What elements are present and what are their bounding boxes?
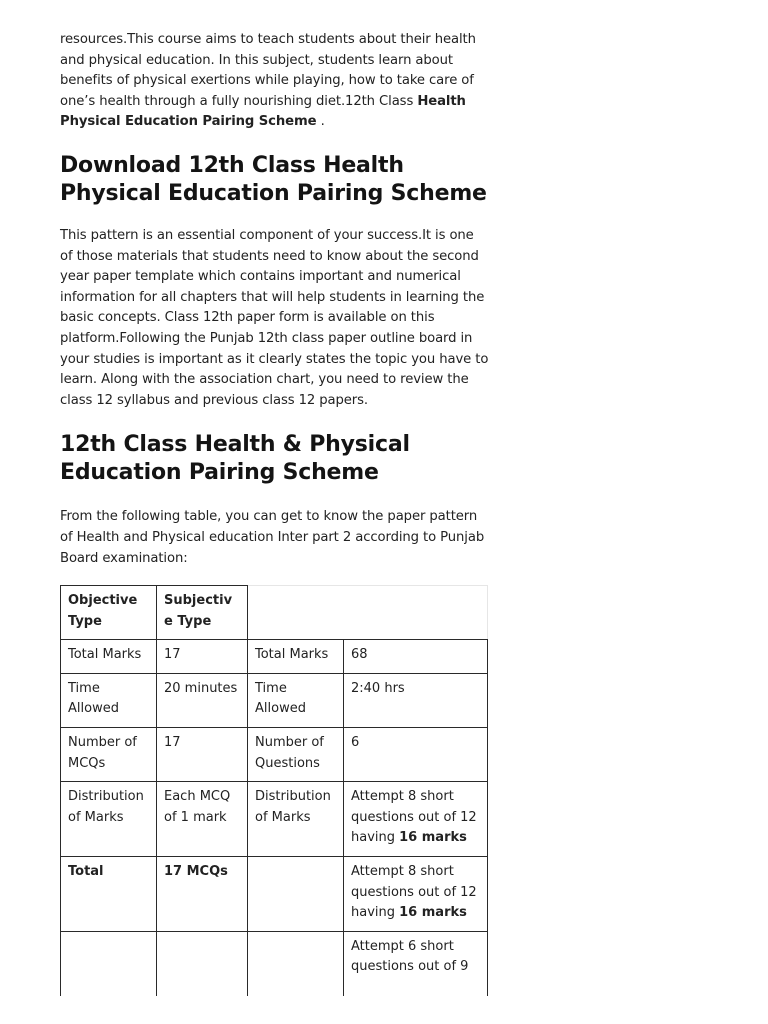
intro-text: resources.This course aims to teach students about their health and physical education. In this subject, students learn about benefits of physical exertions while playing, how to take care of one’s health through a fully nourishing diet.12th Class — [60, 32, 476, 109]
table-cell — [61, 931, 157, 996]
table-row — [61, 931, 488, 996]
header-subjective-type: Subjective Type — [157, 586, 248, 640]
table-cell: 6 — [344, 727, 488, 781]
pairing-scheme-table — [60, 585, 488, 996]
table-cell: Time Allowed — [61, 673, 157, 727]
table-cell: 2:40 hrs — [344, 673, 488, 727]
table-cell: Total Marks — [248, 640, 344, 674]
cell-bold-marks: 16 marks — [399, 905, 467, 921]
table-cell: Distribution of Marks — [248, 782, 344, 857]
scheme-heading: 12th Class Health & Physical Education Pairing Scheme — [60, 432, 410, 486]
table-cell: Distribution of Marks — [61, 782, 157, 857]
table-cell: Each MCQ of 1 mark — [157, 782, 248, 857]
table-cell — [344, 856, 488, 931]
table-cell — [248, 856, 344, 931]
intro-tail: . — [316, 114, 325, 130]
table-cell: Total — [61, 856, 157, 931]
table-cell: 17 MCQs — [157, 856, 248, 931]
table-row — [61, 856, 488, 931]
table-cell: Attempt 6 short questions out of 9 — [344, 931, 488, 996]
table-cell: 17 — [157, 727, 248, 781]
table-cell: 20 minutes — [157, 673, 248, 727]
table-row — [61, 673, 488, 727]
table-cell: 17 — [157, 640, 248, 674]
table-cell — [248, 931, 344, 996]
table-intro-paragraph: From the following table, you can get to know the paper pattern of Health and Physical education Inter part 2 according to Punjab Board examination: — [60, 509, 485, 566]
table-cell: Total Marks — [61, 640, 157, 674]
intro-paragraph — [60, 30, 490, 133]
table-cell: Number of Questions — [248, 727, 344, 781]
header-empty-cell — [248, 586, 488, 640]
intro-bold-phrase: Health Physical Education Pairing Scheme — [60, 93, 466, 130]
table-row — [61, 640, 488, 674]
table-header-row — [61, 586, 488, 640]
article-content — [60, 30, 490, 569]
table-cell: Time Allowed — [248, 673, 344, 727]
table-cell: 68 — [344, 640, 488, 674]
cell-text: Attempt 8 short questions out of 12 having — [351, 863, 477, 921]
pattern-paragraph: This pattern is an essential component of your success.It is one of those materials that students need to know about the second year paper template which contains important and numerical information for all chapters that will help students in learning the basic concepts. Class 12th paper form is available on this platform.Following the Punjab 12th class paper outline board in your studies is important as it clearly states the topic you have to learn. Along with the association chart, you need to review the class 12 syllabus and previous class 12 papers. — [60, 227, 489, 408]
table-cell — [344, 782, 488, 857]
cell-text: Attempt 8 short questions out of 12 having — [351, 789, 477, 846]
download-heading: Download 12th Class Health Physical Education Pairing Scheme — [60, 152, 487, 206]
table-cell — [157, 931, 248, 996]
table-row — [61, 782, 488, 857]
cell-bold-marks: 16 marks — [399, 830, 467, 846]
header-objective-type: Objective Type — [61, 586, 157, 640]
table-cell: Number of MCQs — [61, 727, 157, 781]
table-row — [61, 727, 488, 781]
